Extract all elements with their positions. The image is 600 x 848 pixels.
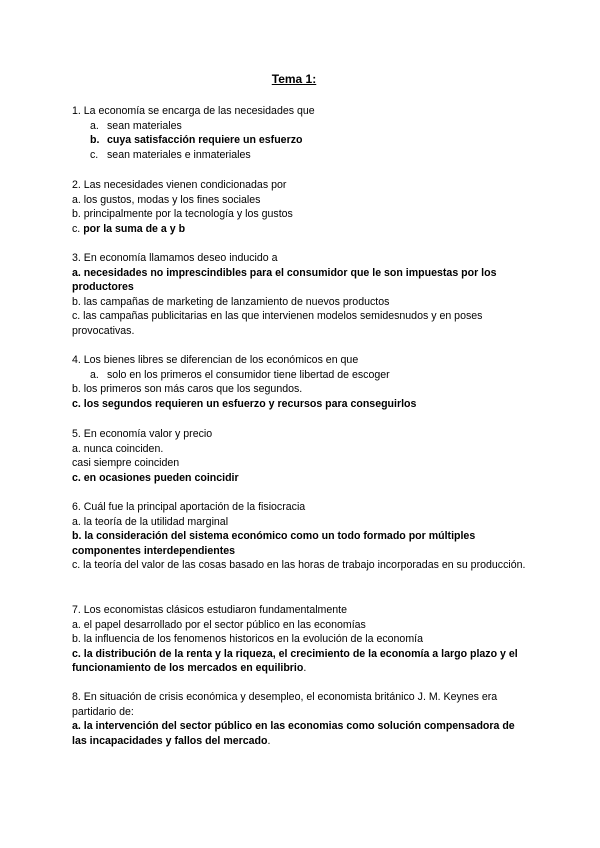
question-3-option-c: c. las campañas publicitarias en las que intervienen modelos semidesnudos y en poses provocativas.: [72, 310, 483, 337]
question-2-text: 2. Las necesidades vienen condicionadas por: [72, 179, 287, 191]
question-5-option-b: casi siempre coinciden: [72, 457, 180, 469]
question-4-text: 4. Los bienes libres se diferencian de los económicos en que: [72, 354, 359, 366]
question-5-option-c: c. en ocasiones pueden coincidir: [72, 471, 239, 484]
question-1-option-b: b. cuya satisfacción requiere un esfuerzo: [90, 134, 303, 146]
question-2: [72, 178, 532, 236]
question-4-option-a: a. solo en los primeros el consumidor tiene libertad de escoger: [90, 368, 390, 381]
question-7-option-a: a. el papel desarrollado por el sector público en las economías: [72, 618, 366, 631]
question-3-text: 3. En economía llamamos deseo inducido a: [72, 252, 278, 264]
question-2-option-b: b. principalmente por la tecnología y los gustos: [72, 208, 293, 220]
question-7-text: 7. Los economistas clásicos estudiaron fundamentalmente: [72, 604, 348, 616]
question-7: [72, 603, 532, 676]
page-title: Tema 1:: [271, 72, 317, 86]
question-1: [72, 104, 532, 162]
question-1-option-c: c. sean materiales e inmateriales: [90, 148, 251, 161]
question-2-option-c: c. por la suma de a y b: [72, 222, 186, 235]
question-5-option-a: a. nunca coinciden.: [72, 442, 164, 455]
question-4-option-c: c. los segundos requieren un esfuerzo y recursos para conseguirlos: [72, 397, 417, 410]
question-4-option-b: b. los primeros son más caros que los segundos.: [72, 383, 303, 395]
question-6-option-c: c. la teoría del valor de las cosas basado en las horas de trabajo incorporadas en su producción.: [72, 559, 526, 571]
question-1-text: 1. La economía se encarga de las necesidades que: [72, 105, 315, 117]
question-5-text: 5. En economía valor y precio: [72, 428, 213, 440]
question-6-text: 6. Cuál fue la principal aportación de la fisiocracia: [72, 501, 306, 513]
question-6: [72, 500, 532, 573]
question-3: [72, 251, 532, 338]
question-2-option-a: a. los gustos, modas y los fines sociales: [72, 193, 261, 206]
question-4: [72, 353, 532, 411]
question-8-text: 8. En situación de crisis económica y desempleo, el economista británico J. M. Keynes era partidario de:: [72, 691, 498, 718]
question-8: [72, 690, 532, 748]
question-3-option-a: a. necesidades no imprescindibles para el consumidor que le son impuestas por los productores: [72, 266, 497, 293]
question-8-option-a: a. la intervención del sector público en las economias como solución compensadora de las incapacidades y fallos del mercado.: [72, 720, 515, 747]
question-7-option-b: b. la influencia de los fenomenos historicos en la evolución de la economía: [72, 633, 423, 645]
question-6-option-b: b. la consideración del sistema económico como un todo formado por múltiples componentes interdependientes: [72, 530, 476, 557]
question-3-option-b: b. las campañas de marketing de lanzamiento de nuevos productos: [72, 295, 390, 308]
question-6-option-a: a. la teoría de la utilidad marginal: [72, 515, 229, 528]
question-7-option-c: c. la distribución de la renta y la riqueza, el crecimiento de la economía a largo plazo y el funcionamiento de los mercados en equilibrio.: [72, 647, 518, 674]
question-5: [72, 427, 532, 485]
question-1-option-a: a. sean materiales: [90, 119, 182, 132]
